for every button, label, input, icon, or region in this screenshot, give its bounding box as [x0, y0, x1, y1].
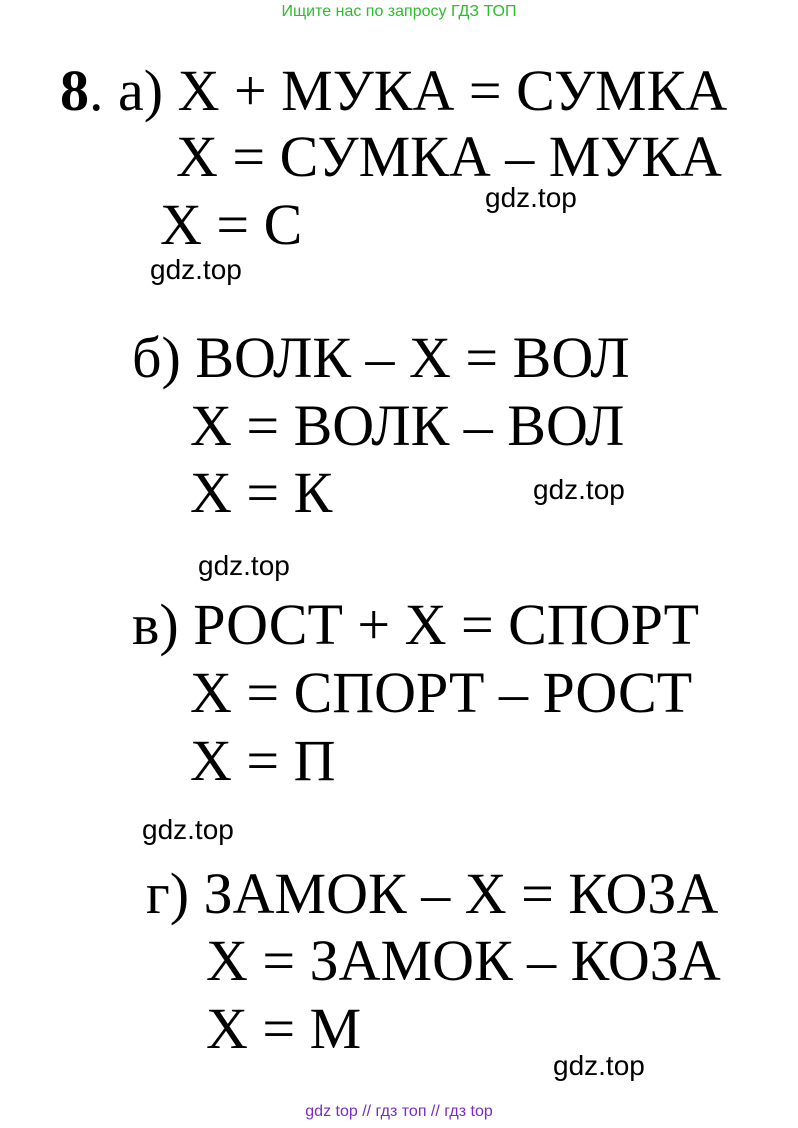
problem-c-line-1 — [132, 592, 699, 658]
problem-b-line-1 — [132, 325, 630, 391]
top-banner: Ищите нас по запросу ГДЗ ТОП — [281, 3, 517, 20]
equation-text: X + МУКА = СУМКА — [177, 58, 728, 123]
part-a-label: а) — [118, 58, 164, 123]
number-dot: . — [89, 58, 118, 123]
part-d-label: г) — [146, 861, 190, 926]
equation-text: ВОЛК – X = ВОЛ — [195, 325, 630, 390]
problem-b-line-3: X = К — [190, 460, 333, 525]
watermark: gdz.top — [150, 254, 242, 285]
watermark: gdz.top — [533, 474, 625, 505]
watermark: gdz.top — [142, 814, 234, 845]
watermark: gdz.top — [553, 1050, 645, 1081]
equation-text: РОСТ + X = СПОРТ — [193, 592, 700, 657]
problem-c-line-2: X = СПОРТ – РОСТ — [190, 660, 693, 725]
footer-watermark: gdz top // гдз топ // гдз top — [305, 1103, 493, 1120]
problem-number: 8 — [60, 58, 89, 123]
problem-d-line-1 — [146, 861, 718, 927]
problem-a-line-2: X = СУМКА – МУКА — [176, 124, 722, 189]
part-b-label: б) — [132, 325, 181, 390]
problem-d-line-3: X = М — [206, 996, 362, 1061]
problem-c-line-3: X = П — [190, 728, 336, 793]
problem-a-line-3: X = С — [160, 192, 303, 257]
part-c-label: в) — [132, 592, 179, 657]
problem-d-line-2: X = ЗАМОК – КОЗА — [206, 928, 721, 993]
problem-a-line-1 — [60, 58, 727, 124]
equation-text: ЗАМОК – X = КОЗА — [203, 861, 719, 926]
problem-b-line-2: X = ВОЛК – ВОЛ — [190, 393, 625, 458]
watermark: gdz.top — [485, 182, 577, 213]
watermark: gdz.top — [198, 550, 290, 581]
